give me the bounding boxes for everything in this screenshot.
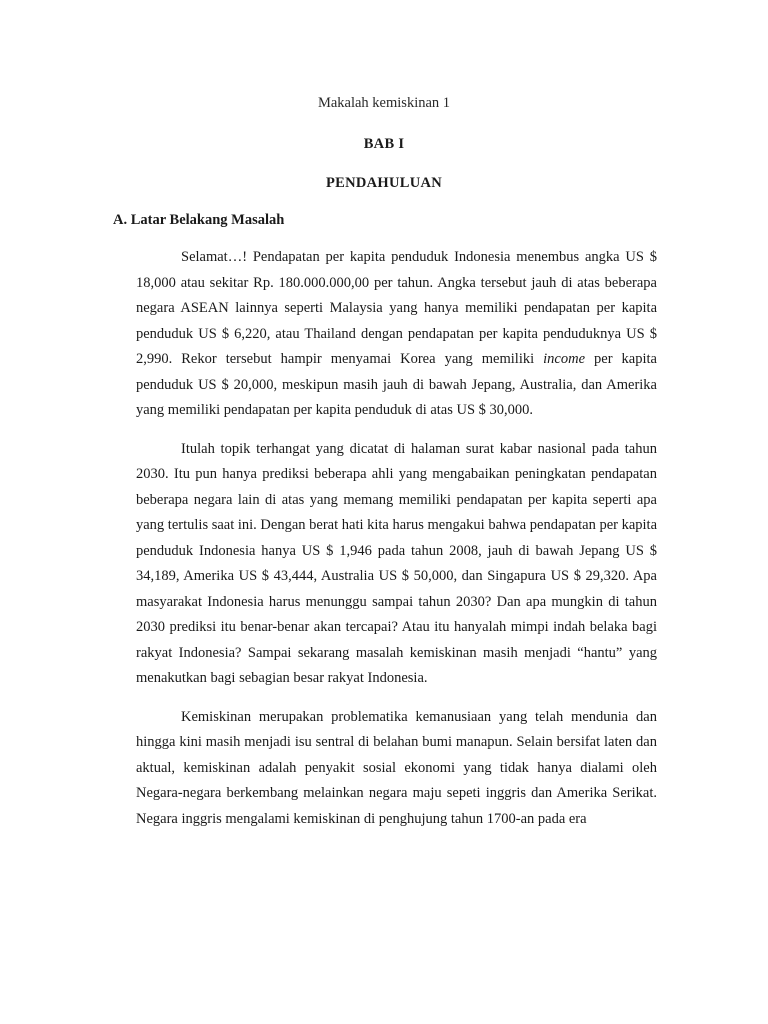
page-header: Makalah kemiskinan 1 (317, 95, 451, 111)
body-text (136, 245, 657, 845)
paragraph-1-part2: per kapita penduduk US $ 20,000, meskipun masih jauh di bawah Jepang, Australia, dan Amerika yang memiliki pendapatan per kapita penduduk di atas US $ 30,000. (136, 351, 657, 418)
section-heading: A. Latar Belakang Masalah (113, 212, 285, 228)
paragraph-1-part1: Selamat…! Pendapatan per kapita penduduk Indonesia menembus angka US $ 18,000 atau sekitar Rp. 180.000.000,00 per tahun. Angka tersebut jauh di atas beberapa negara ASEAN lainnya seperti Malaysia yang hanya memiliki pendapatan per kapita penduduk US $ 6,220, atau Thailand dengan pendapatan per kapita penduduknya US $ 2,990. Rekor tersebut hampir menyamai Korea yang memiliki (136, 249, 657, 367)
chapter-title: PENDAHULUAN (325, 175, 443, 191)
chapter-number: BAB I (363, 136, 405, 152)
paragraph-3: Kemiskinan merupakan problematika kemanusiaan yang telah mendunia dan hingga kini masih menjadi isu sentral di belahan bumi manapun. Selain bersifat laten dan aktual, kemiskinan adalah penyakit sosial ekonomi yang tidak hanya dialami oleh Negara-negara berkembang melainkan negara maju sepeti inggris dan Amerika Serikat. Negara inggris mengalami kemiskinan di penghujung tahun 1700-an pada era (136, 708, 657, 827)
italic-income: income (543, 351, 586, 367)
paragraph-1 (136, 245, 657, 424)
paragraph-2: Itulah topik terhangat yang dicatat di halaman surat kabar nasional pada tahun 2030. Itu pun hanya prediksi beberapa ahli yang mengabaikan peningkatan pendapatan beberapa negara lain di atas yang memang memiliki pendapatan per kapita seperti apa yang tertulis saat ini. Dengan berat hati kita harus mengakui bahwa pendapatan per kapita penduduk Indonesia hanya US $ 1,946 pada tahun 2008, jauh di bawah Jepang US $ 34,189, Amerika US $ 43,444, Australia US $ 50,000, dan Singapura US $ 29,320. Apa masyarakat Indonesia harus menunggu sampai tahun 2030? Dan apa mungkin di tahun 2030 prediksi itu benar-benar akan tercapai? Atau itu hanyalah mimpi indah belaka bagi rakyat Indonesia? Sampai sekarang masalah kemiskinan masih menjadi “hantu” yang menakutkan bagi sebagian besar rakyat Indonesia. (136, 440, 658, 686)
